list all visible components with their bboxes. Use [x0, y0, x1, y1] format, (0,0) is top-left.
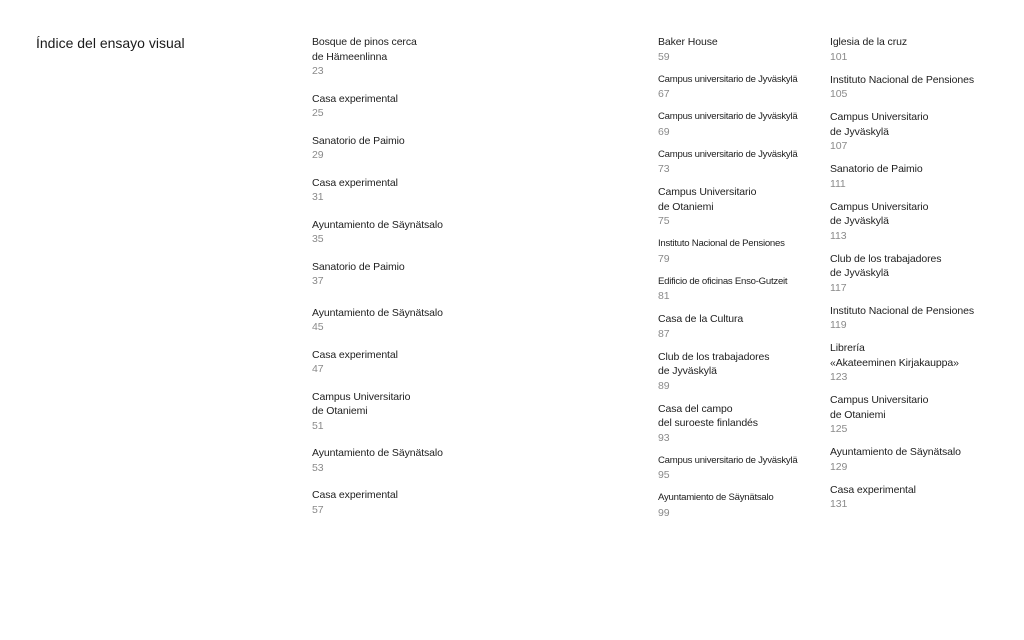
entry-title: Campus Universitario de Jyväskylä — [830, 111, 929, 138]
index-entry — [312, 176, 612, 205]
entry-title: Casa experimental — [830, 483, 916, 496]
entry-title: Ayuntamiento de Säynätsalo — [658, 492, 774, 503]
index-entry — [658, 237, 826, 266]
entry-title: Sanatorio de Paimio — [312, 260, 405, 273]
index-entry — [830, 252, 1020, 296]
entry-title: Ayuntamiento de Säynätsalo — [312, 306, 443, 319]
index-entry — [830, 35, 1020, 64]
entry-title: Campus universitario de Jyväskylä — [658, 148, 798, 160]
entry-page-number: 75 — [658, 215, 670, 227]
entry-page-number: 59 — [658, 50, 670, 63]
entry-page-number: 29 — [312, 149, 324, 161]
index-entry — [830, 200, 1020, 244]
entry-page-number: 35 — [312, 233, 324, 245]
entry-page-number: 69 — [658, 125, 670, 138]
entry-page-number: 81 — [658, 290, 670, 302]
index-entry — [658, 35, 826, 64]
entry-title: Casa de la Cultura — [658, 313, 744, 325]
entry-title: Campus universitario de Jyväskylä — [658, 111, 798, 122]
index-column-1 — [312, 35, 612, 530]
index-entry — [658, 275, 826, 304]
entry-title: Casa experimental — [312, 489, 398, 501]
index-entry — [312, 446, 612, 475]
entry-title: Instituto Nacional de Pensiones — [830, 73, 974, 86]
entry-title: Campus universitario de Jyväskylä — [658, 73, 798, 85]
entry-title: Casa experimental — [312, 176, 398, 189]
index-entry — [658, 454, 826, 483]
entry-title: Casa experimental — [312, 348, 398, 361]
entry-title: Instituto Nacional de Pensiones — [658, 238, 785, 249]
index-entry — [830, 304, 1020, 333]
index-entry — [830, 445, 1020, 474]
index-entry — [830, 73, 1020, 102]
entry-title: Edificio de oficinas Enso-Gutzeit — [658, 275, 788, 287]
entry-page-number: 93 — [658, 431, 670, 444]
entry-title: Casa experimental — [312, 92, 398, 105]
entry-title: Campus Universitario de Otaniemi — [658, 186, 757, 213]
entry-page-number: 79 — [658, 252, 670, 265]
entry-title: Ayuntamiento de Säynätsalo — [830, 446, 961, 458]
entry-page-number: 89 — [658, 379, 670, 392]
entry-page-number: 129 — [830, 460, 848, 473]
entry-page-number: 87 — [658, 327, 670, 340]
index-column-2 — [658, 35, 826, 529]
index-entry — [312, 260, 612, 289]
entry-page-number: 113 — [830, 229, 847, 242]
index-entry — [830, 341, 1020, 385]
entry-page-number: 125 — [830, 423, 848, 435]
entry-page-number: 57 — [312, 503, 324, 516]
entry-page-number: 99 — [658, 506, 670, 519]
index-entry — [658, 110, 826, 139]
entry-page-number: 105 — [830, 88, 848, 100]
index-entry — [830, 110, 1020, 154]
index-entry — [830, 483, 1020, 512]
entry-title: Instituto Nacional de Pensiones — [830, 304, 974, 317]
index-entry — [830, 162, 1020, 191]
entry-page-number: 119 — [830, 319, 847, 331]
entry-page-number: 37 — [312, 275, 324, 287]
entry-title: Club de los trabajadores de Jyväskylä — [658, 350, 770, 377]
index-column-3 — [830, 35, 1020, 520]
entry-title: Campus Universitario de Otaniemi — [830, 394, 929, 421]
entry-page-number: 53 — [312, 461, 324, 474]
entry-page-number: 123 — [830, 371, 848, 383]
entry-page-number: 23 — [312, 65, 324, 77]
entry-page-number: 117 — [830, 281, 847, 294]
index-entry — [312, 348, 612, 377]
index-entry — [658, 350, 826, 394]
index-entry — [312, 134, 612, 163]
entry-title: Iglesia de la cruz — [830, 36, 907, 48]
index-title: Índice del ensayo visual — [36, 35, 185, 51]
entry-page-number: 47 — [312, 363, 324, 375]
entry-page-number: 73 — [658, 163, 670, 175]
index-entry — [658, 73, 826, 102]
index-entry — [658, 312, 826, 341]
index-entry — [312, 92, 612, 121]
entry-page-number: 111 — [830, 177, 846, 190]
index-entry — [312, 306, 612, 335]
entry-page-number: 25 — [312, 107, 324, 119]
index-entry — [312, 488, 612, 517]
index-entry — [658, 148, 826, 177]
index-entry — [830, 393, 1020, 437]
entry-title: Librería «Akateeminen Kirjakauppa» — [830, 342, 959, 369]
entry-page-number: 51 — [312, 419, 324, 432]
entry-page-number: 95 — [658, 469, 670, 481]
entry-page-number: 31 — [312, 191, 324, 203]
entry-title: Baker House — [658, 36, 718, 48]
entry-page-number: 101 — [830, 50, 848, 63]
entry-page-number: 107 — [830, 140, 848, 152]
entry-title: Casa del campo del suroeste finlandés — [658, 402, 758, 429]
entry-title: Sanatorio de Paimio — [312, 134, 405, 147]
entry-title: Campus Universitario de Jyväskylä — [830, 200, 929, 227]
entry-title: Campus universitario de Jyväskylä — [658, 454, 798, 466]
index-entry — [658, 402, 826, 446]
entry-title: Bosque de pinos cerca de Hämeenlinna — [312, 36, 417, 63]
index-entry — [658, 491, 826, 520]
entry-title: Ayuntamiento de Säynätsalo — [312, 447, 443, 459]
entry-title: Club de los trabajadores de Jyväskylä — [830, 252, 942, 279]
entry-title: Sanatorio de Paimio — [830, 163, 923, 175]
entry-page-number: 131 — [830, 498, 848, 510]
entry-title: Campus Universitario de Otaniemi — [312, 390, 411, 417]
index-entry — [312, 390, 612, 434]
entry-page-number: 45 — [312, 321, 324, 333]
index-entry — [312, 218, 612, 247]
index-entry — [312, 35, 612, 79]
entry-page-number: 67 — [658, 88, 670, 100]
entry-title: Ayuntamiento de Säynätsalo — [312, 218, 443, 231]
index-entry — [658, 185, 826, 229]
